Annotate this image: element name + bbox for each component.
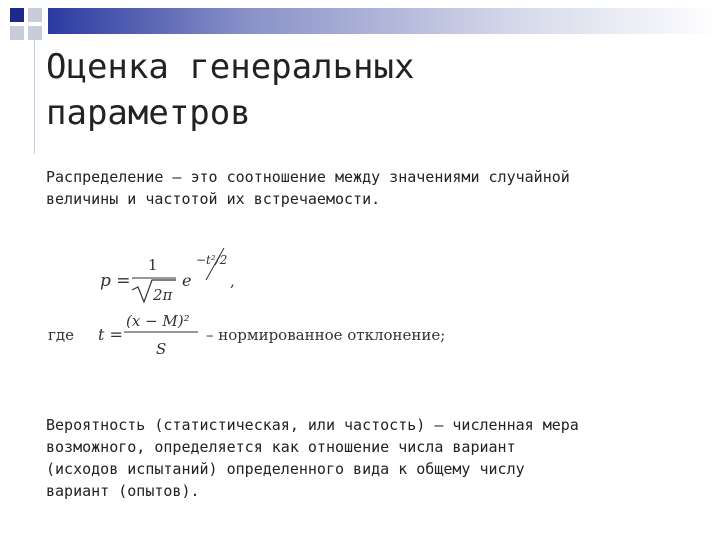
formula-exponent: −t²/2 — [196, 253, 228, 267]
formula-description: – нормированное отклонение; — [206, 326, 446, 344]
formula-where: где — [48, 326, 74, 344]
formula-one: 1 — [148, 256, 158, 274]
definition-line-1: Распределение – это соотношение между значениями случайной — [46, 168, 570, 186]
decor-square-2 — [28, 8, 42, 22]
definition-line-2: величины и частотой их встречаемости. — [46, 190, 381, 208]
decor-square-1 — [10, 8, 24, 22]
page-title — [46, 44, 414, 136]
formula-comma: , — [230, 272, 235, 290]
formula-sqrt-body: 2π — [153, 286, 173, 304]
top-gradient-bar — [48, 8, 720, 34]
title-line-2: параметров — [46, 93, 251, 133]
probability-paragraph — [46, 414, 686, 502]
para-line-1: Вероятность (статистическая, или частость) – численная мера — [46, 416, 579, 434]
formula-t: t = — [98, 325, 123, 344]
para-line-2: возможного, определяется как отношение числа вариант — [46, 438, 516, 456]
left-divider — [34, 34, 35, 154]
formula-p: p = — [100, 271, 131, 291]
para-line-3: (исходов испытаний) определенного вида к общему числу — [46, 460, 525, 478]
definition-text — [46, 166, 686, 210]
formula-numerator: (x − M)² — [126, 312, 190, 330]
para-line-4: вариант (опытов). — [46, 482, 200, 500]
decor-square-3 — [10, 26, 24, 40]
formula-e: e — [182, 271, 192, 290]
formula-denominator: S — [156, 340, 167, 358]
formula-block — [40, 240, 480, 370]
title-line-1: Оценка генеральных — [46, 47, 415, 87]
decor-square-4 — [28, 26, 42, 40]
